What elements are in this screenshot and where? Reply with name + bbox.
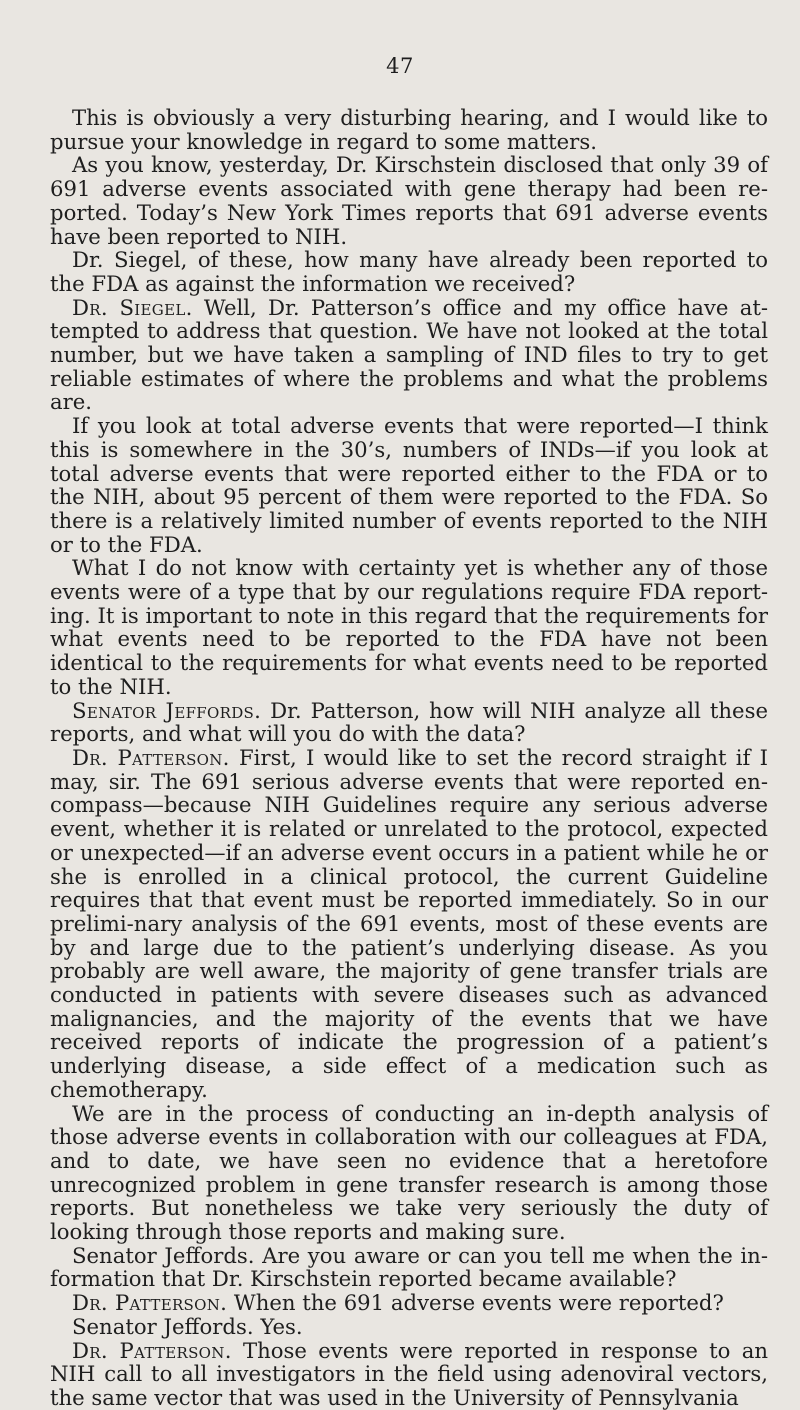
paragraph-text: Those events were reported in response to an NIH call to all investigators in the field using adenoviral vectors, the same vector that was used in the University of Pennsylvania [50,1337,768,1410]
paragraph-text: Senator Jeffords. Yes. [72,1313,303,1339]
speaker-name: Dr. Patterson. [72,744,230,770]
paragraph [50,1291,768,1315]
paragraph-text: As you know, yesterday, Dr. Kirschstein disclosed that only 39 of 691 adverse events associated with gene therapy had been re-ported. Today’s New York Times reports that 691 adverse events have been reported to NIH. [50,152,768,249]
speaker-name: Dr. Patterson. [72,1290,228,1316]
paragraph-text: If you look at total adverse events that were reported—I think this is somewhere in the 30’s, numbers of INDs—if you look at total adverse events that were reported either to the FDA or to the NIH, about 95 percent of them were reported to the FDA. So there is a relatively limited number of events reported to the NIH or to the FDA. [50,413,768,557]
paragraph [50,248,768,295]
speaker-name: Dr. Siegel. [72,294,193,320]
paragraph-text: Dr. Siegel, of these, how many have already been reported to the FDA as against the information we received? [50,247,768,296]
paragraph-text: Senator Jeffords. Are you aware or can you tell me when the in-formation that Dr. Kirschstein reported became available? [50,1242,768,1292]
paragraph [50,296,768,415]
page-number: 47 [386,54,414,78]
hearing-transcript [50,106,768,1410]
paragraph-text: What I do not know with certainty yet is whether any of those events were of a type that by our regulations require FDA report-ing. It is important to note in this regard that the requirements for what events need to be reported to the FDA have not been identical to the requirements for what events need to be reported to the NIH. [50,555,768,699]
paragraph [50,1339,768,1410]
paragraph-text: This is obviously a very disturbing hearing, and I would like to pursue your knowledge in regard to some matters. [50,105,768,154]
paragraph [50,746,768,1102]
paragraph-text: First, I would like to set the record straight if I may, sir. The 691 serious adverse events that were reported en-compass—because NIH Guidelines require any serious adverse event, whether it is related or unrelated to the protocol, expected or unexpected—if an adverse event occurs in a patient while he or she is enrolled in a clinical protocol, the current Guideline requires that that event must be reported immediately. So in our prelimi-nary analysis of the 691 events, most of these events are by and large due to the patient’s underlying disease. As you probably are well aware, the majority of gene transfer trials are conducted in patients with severe diseases such as advanced malignancies, and the majority of the events that we have received reports of indicate the progression of a patient’s underlying disease, a side effect of a medication such as chemotherapy. [50,744,769,1102]
paragraph-text: When the 691 adverse events were reported? [227,1290,724,1316]
paragraph [50,106,768,153]
paragraph [50,1244,768,1291]
paragraph [50,556,768,698]
speaker-name: Senator Jeffords. [72,697,262,723]
speaker-name: Dr. Patterson. [72,1337,232,1363]
paragraph [50,414,768,556]
paragraph-text: Well, Dr. Patterson’s office and my office have at-tempted to address that question. We have not looked at the total number, but we have taken a sampling of IND files to try to get reliable estimates of where the problems and what the problems are. [50,294,768,415]
paragraph-text: We are in the process of conducting an in-depth analysis of those adverse events in collaboration with our colleagues at FDA, and to date, we have seen no evidence that a heretofore unrecognized problem in gene transfer research is among those reports. But nonetheless we take very seriously the duty of looking through those reports and making sure. [50,1100,768,1245]
paragraph [50,153,768,248]
paragraph [50,699,768,746]
paragraph [50,1315,768,1339]
paragraph [50,1102,768,1244]
paragraph-text: Dr. Patterson, how will NIH analyze all these reports, and what will you do with the data? [50,697,768,747]
